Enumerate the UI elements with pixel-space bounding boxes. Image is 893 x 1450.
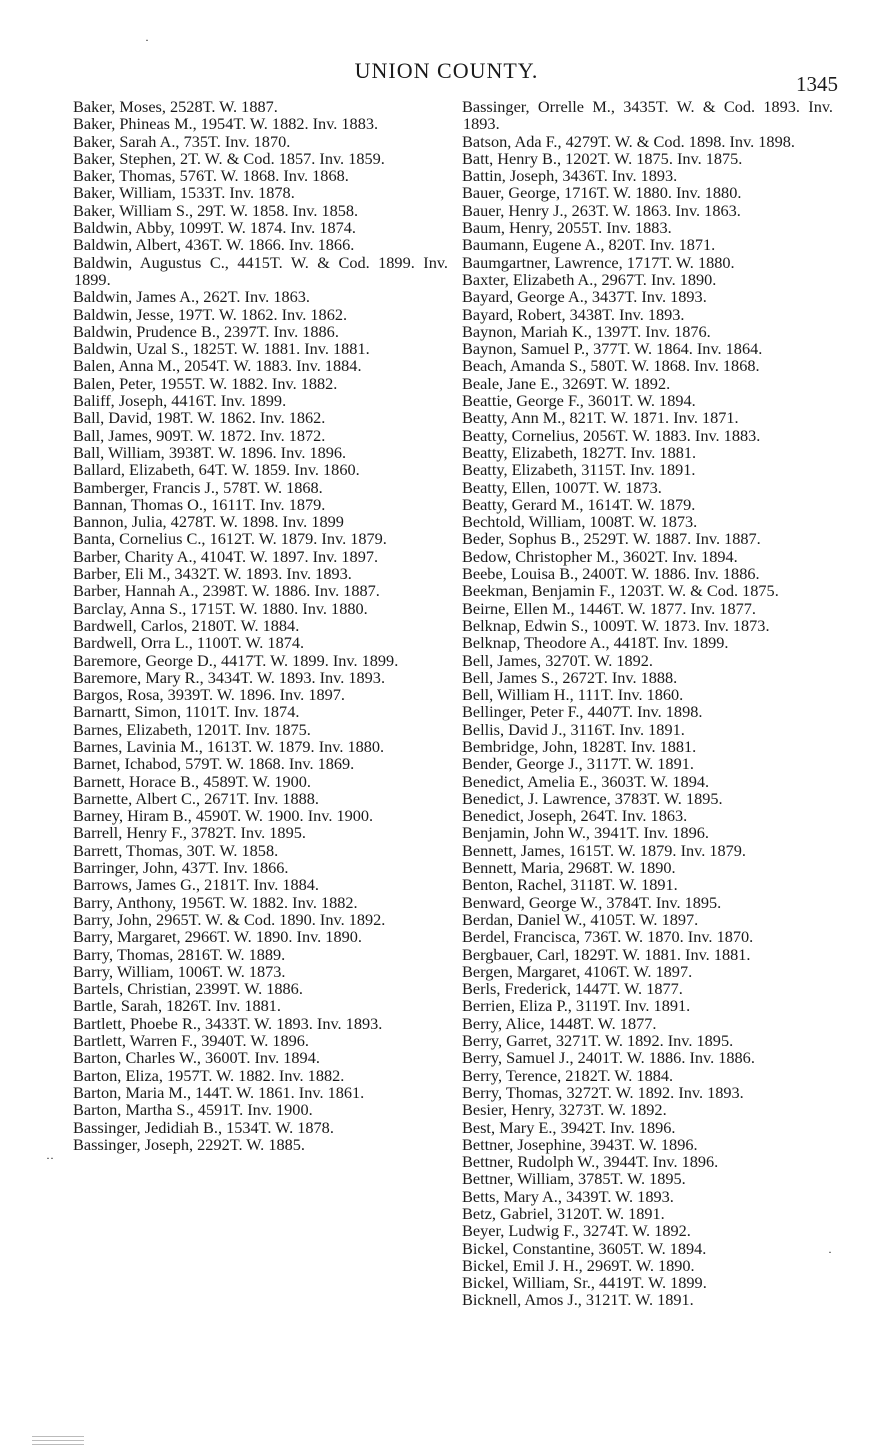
index-entry: Berry, Samuel J., 2401T. W. 1886. Inv. 1886. xyxy=(462,1048,755,1068)
index-entry: Barry, William, 1006T. W. 1873. xyxy=(73,961,286,981)
index-entry: Barnes, Lavinia M., 1613T. W. 1879. Inv. 1880. xyxy=(73,736,385,756)
index-entry: Beekman, Benjamin F., 1203T. W. & Cod. 1875. xyxy=(462,581,779,601)
index-entry: Beatty, Ann M., 821T. W. 1871. Inv. 1871. xyxy=(462,408,739,428)
index-entry: Bechtold, William, 1008T. W. 1873. xyxy=(462,512,698,532)
index-entry: Barry, Anthony, 1956T. W. 1882. Inv. 1882. xyxy=(73,892,358,912)
index-entry: Bellis, David J., 3116T. Inv. 1891. xyxy=(462,719,685,739)
index-entry: Balen, Peter, 1955T. W. 1882. Inv. 1882. xyxy=(73,373,338,393)
index-entry: Beatty, Ellen, 1007T. W. 1873. xyxy=(462,477,662,497)
index-entry: Bauer, Henry J., 263T. W. 1863. Inv. 1863. xyxy=(462,200,741,220)
index-entry: Baxter, Elizabeth A., 2967T. Inv. 1890. xyxy=(462,269,717,289)
index-entry: Bardwell, Orra L., 1100T. W. 1874. xyxy=(73,633,305,653)
left-column xyxy=(74,98,448,1153)
index-entry: Belknap, Edwin S., 1009T. W. 1873. Inv. 1873. xyxy=(462,615,770,635)
index-entry: Beatty, Elizabeth, 3115T. Inv. 1891. xyxy=(462,460,696,480)
index-entry: Bell, James S., 2672T. Inv. 1888. xyxy=(462,667,678,687)
index-entry: Bicknell, Amos J., 3121T. W. 1891. xyxy=(462,1290,694,1310)
index-entry: Beale, Jane E., 3269T. W. 1892. xyxy=(462,373,671,393)
index-entry: Bannon, Julia, 4278T. W. 1898. Inv. 1899 xyxy=(73,512,344,532)
index-entry: Bamberger, Francis J., 578T. W. 1868. xyxy=(73,477,323,497)
speck-mark: ·· xyxy=(46,1151,54,1165)
index-entry: Baker, Stephen, 2T. W. & Cod. 1857. Inv. 1859. xyxy=(73,148,385,168)
index-entry: Barber, Eli M., 3432T. W. 1893. Inv. 1893. xyxy=(73,564,352,584)
index-entry: Batson, Ada F., 4279T. W. & Cod. 1898. Inv. 1898. xyxy=(462,131,795,151)
index-entry: Besier, Henry, 3273T. W. 1892. xyxy=(462,1100,667,1120)
index-entry: Barringer, John, 437T. Inv. 1866. xyxy=(73,858,289,878)
index-entry: Beatty, Gerard M., 1614T. W. 1879. xyxy=(462,494,696,514)
index-entry: Barney, Hiram B., 4590T. W. 1900. Inv. 1900. xyxy=(73,806,374,826)
index-entry: Barry, John, 2965T. W. & Cod. 1890. Inv. 1892. xyxy=(73,909,386,929)
index-entry: Berry, Alice, 1448T. W. 1877. xyxy=(462,1013,657,1033)
index-entry: Ball, William, 3938T. W. 1896. Inv. 1896. xyxy=(73,442,347,462)
index-entry: Barrell, Henry F., 3782T. Inv. 1895. xyxy=(73,823,306,843)
index-entry: Barnett, Horace B., 4589T. W. 1900. xyxy=(73,771,311,791)
index-entry: Baldwin, Jesse, 197T. W. 1862. Inv. 1862. xyxy=(73,304,348,324)
index-entry: Barclay, Anna S., 1715T. W. 1880. Inv. 1880. xyxy=(73,598,368,618)
index-entry: Barton, Eliza, 1957T. W. 1882. Inv. 1882. xyxy=(73,1065,345,1085)
index-entry: Barber, Charity A., 4104T. W. 1897. Inv. 1897. xyxy=(73,546,379,566)
index-entry: Bettner, Rudolph W., 3944T. Inv. 1896. xyxy=(462,1152,719,1172)
index-entry: Berls, Frederick, 1447T. W. 1877. xyxy=(462,979,683,999)
index-entry: Beach, Amanda S., 580T. W. 1868. Inv. 1868. xyxy=(462,356,760,376)
index-entry: Bellinger, Peter F., 4407T. Inv. 1898. xyxy=(462,702,703,722)
index-entry: Ballard, Elizabeth, 64T. W. 1859. Inv. 1860. xyxy=(73,460,360,480)
index-entry: Benedict, Joseph, 264T. Inv. 1863. xyxy=(462,806,688,826)
index-entry: Bauer, George, 1716T. W. 1880. Inv. 1880. xyxy=(462,183,742,203)
index-entry: Batt, Henry B., 1202T. W. 1875. Inv. 1875. xyxy=(462,148,743,168)
index-entry: Balen, Anna M., 2054T. W. 1883. Inv. 1884. xyxy=(73,356,362,376)
index-entry: Bickel, Emil J. H., 2969T. W. 1890. xyxy=(462,1255,695,1275)
index-entry: Barton, Charles W., 3600T. Inv. 1894. xyxy=(73,1048,320,1068)
index-entry: Benton, Rachel, 3118T. W. 1891. xyxy=(462,875,678,895)
index-entry: Bickel, William, Sr., 4419T. W. 1899. xyxy=(462,1273,707,1293)
index-entry: Bartle, Sarah, 1826T. Inv. 1881. xyxy=(73,996,281,1016)
index-entry: Belknap, Theodore A., 4418T. Inv. 1899. xyxy=(462,633,729,653)
index-entry: Benedict, J. Lawrence, 3783T. W. 1895. xyxy=(462,788,723,808)
index-entry: Bartlett, Warren F., 3940T. W. 1896. xyxy=(73,1031,309,1051)
index-entry: Baker, Thomas, 576T. W. 1868. Inv. 1868. xyxy=(73,166,349,186)
index-entry: Baker, William, 1533T. Inv. 1878. xyxy=(73,183,295,203)
index-entry: Barry, Thomas, 2816T. W. 1889. xyxy=(73,944,286,964)
index-entry: Bergbauer, Carl, 1829T. W. 1881. Inv. 1881. xyxy=(462,944,751,964)
index-entry: Baum, Henry, 2055T. Inv. 1883. xyxy=(462,218,672,238)
index-entry: Baumgartner, Lawrence, 1717T. W. 1880. xyxy=(462,252,735,272)
index-entry: Bartlett, Phoebe R., 3433T. W. 1893. Inv. 1893. xyxy=(73,1013,383,1033)
index-entry: Betts, Mary A., 3439T. W. 1893. xyxy=(462,1186,674,1206)
index-entry: Bell, William H., 111T. Inv. 1860. xyxy=(462,685,684,705)
index-entry: Baliff, Joseph, 4416T. Inv. 1899. xyxy=(73,391,287,411)
index-entry: Barrett, Thomas, 30T. W. 1858. xyxy=(73,840,279,860)
index-entry: Ball, David, 198T. W. 1862. Inv. 1862. xyxy=(73,408,326,428)
index-entry: Berry, Terence, 2182T. W. 1884. xyxy=(462,1065,674,1085)
index-entry: Barton, Maria M., 144T. W. 1861. Inv. 1861. xyxy=(73,1082,365,1102)
index-entry: Bell, James, 3270T. W. 1892. xyxy=(462,650,653,670)
index-entry: Bartels, Christian, 2399T. W. 1886. xyxy=(73,979,303,999)
index-entry: Bannan, Thomas O., 1611T. Inv. 1879. xyxy=(73,494,326,514)
index-entry: Bennett, James, 1615T. W. 1879. Inv. 1879. xyxy=(462,840,746,860)
index-entry: Baldwin, Abby, 1099T. W. 1874. Inv. 1874. xyxy=(73,218,356,238)
speck-mark: · xyxy=(828,1245,832,1259)
index-entry: Bedow, Christopher M., 3602T. Inv. 1894. xyxy=(462,546,738,566)
index-entry: Benward, George W., 3784T. Inv. 1895. xyxy=(462,892,722,912)
index-entry: Barber, Hannah A., 2398T. W. 1886. Inv. 1887. xyxy=(73,581,380,601)
index-entry: Baker, William S., 29T. W. 1858. Inv. 1858. xyxy=(73,200,359,220)
index-entry: Baldwin, Albert, 436T. W. 1866. Inv. 1866. xyxy=(73,235,355,255)
index-entry: Barnette, Albert C., 2671T. Inv. 1888. xyxy=(73,788,319,808)
index-entry: Baldwin, James A., 262T. Inv. 1863. xyxy=(73,287,310,307)
page-title: UNION COUNTY. xyxy=(354,58,539,83)
index-entry: Beirne, Ellen M., 1446T. W. 1877. Inv. 1877. xyxy=(462,598,756,618)
index-entry: Barton, Martha S., 4591T. Inv. 1900. xyxy=(73,1100,313,1120)
index-entry: Bassinger, Jedidiah B., 1534T. W. 1878. xyxy=(73,1117,334,1137)
index-entry: Baldwin, Uzal S., 1825T. W. 1881. Inv. 1881. xyxy=(73,339,370,359)
page-number: 1345 xyxy=(796,72,838,96)
index-entry: Best, Mary E., 3942T. Inv. 1896. xyxy=(462,1117,676,1137)
index-entry: Battin, Joseph, 3436T. Inv. 1893. xyxy=(462,166,678,186)
index-entry: Beyer, Ludwig F., 3274T. W. 1892. xyxy=(462,1221,691,1241)
index-entry: Bender, George J., 3117T. W. 1891. xyxy=(462,754,694,774)
index-entry: Barnet, Ichabod, 579T. W. 1868. Inv. 1869. xyxy=(73,754,355,774)
index-entry: Bergen, Margaret, 4106T. W. 1897. xyxy=(462,961,693,981)
index-entry: Beatty, Cornelius, 2056T. W. 1883. Inv. 1883. xyxy=(462,425,761,445)
index-entry: Baremore, Mary R., 3434T. W. 1893. Inv. 1893. xyxy=(73,667,386,687)
index-entry: Berry, Thomas, 3272T. W. 1892. Inv. 1893. xyxy=(462,1082,744,1102)
index-entry: Beattie, George F., 3601T. W. 1894. xyxy=(462,391,696,411)
index-entry: Barnartt, Simon, 1101T. Inv. 1874. xyxy=(73,702,300,722)
index-entry: Baldwin, Augustus C., 4415T. W. & Cod. 1899. Inv. 1899. xyxy=(73,252,448,289)
speck-mark: · xyxy=(145,33,149,47)
index-entry: Baremore, George D., 4417T. W. 1899. Inv. 1899. xyxy=(73,650,399,670)
index-entry: Benjamin, John W., 3941T. Inv. 1896. xyxy=(462,823,709,843)
index-entry: Bayard, George A., 3437T. Inv. 1893. xyxy=(462,287,707,307)
index-entry: Bennett, Maria, 2968T. W. 1890. xyxy=(462,858,676,878)
index-entry: Bickel, Constantine, 3605T. W. 1894. xyxy=(462,1238,707,1258)
index-entry: Berry, Garret, 3271T. W. 1892. Inv. 1895. xyxy=(462,1031,734,1051)
index-entry: Berdel, Francisca, 736T. W. 1870. Inv. 1870. xyxy=(462,927,754,947)
index-entry: Barry, Margaret, 2966T. W. 1890. Inv. 1890. xyxy=(73,927,362,947)
index-entry: Ball, James, 909T. W. 1872. Inv. 1872. xyxy=(73,425,326,445)
index-entry: Baumann, Eugene A., 820T. Inv. 1871. xyxy=(462,235,716,255)
index-entry: Bettner, Josephine, 3943T. W. 1896. xyxy=(462,1134,698,1154)
index-entry: Bembridge, John, 1828T. Inv. 1881. xyxy=(462,736,697,756)
index-entry: Beatty, Elizabeth, 1827T. Inv. 1881. xyxy=(462,442,697,462)
index-entry: Benedict, Amelia E., 3603T. W. 1894. xyxy=(462,771,710,791)
index-entry: Betz, Gabriel, 3120T. W. 1891. xyxy=(462,1204,665,1223)
index-entry: Baker, Sarah A., 735T. Inv. 1870. xyxy=(73,131,291,151)
index-entry: Banta, Cornelius C., 1612T. W. 1879. Inv. 1879. xyxy=(73,529,387,549)
index-entry: Baldwin, Prudence B., 2397T. Inv. 1886. xyxy=(73,321,339,341)
index-entry: Berrien, Eliza P., 3119T. Inv. 1891. xyxy=(462,996,691,1016)
index-entry: Bassinger, Orrelle M., 3435T. W. & Cod. 1893. Inv. 1893. xyxy=(462,97,833,134)
index-entry: Bargos, Rosa, 3939T. W. 1896. Inv. 1897. xyxy=(73,685,345,705)
index-entry: Baker, Moses, 2528T. W. 1887. xyxy=(73,97,278,116)
index-entry: Bassinger, Joseph, 2292T. W. 1885. xyxy=(73,1134,305,1154)
index-entry: Bettner, William, 3785T. W. 1895. xyxy=(462,1169,686,1189)
index-entry: Beebe, Louisa B., 2400T. W. 1886. Inv. 1886. xyxy=(462,564,760,584)
index-entry: Beder, Sophus B., 2529T. W. 1887. Inv. 1887. xyxy=(462,529,761,549)
index-entry: Barnes, Elizabeth, 1201T. Inv. 1875. xyxy=(73,719,311,739)
index-entry: Bardwell, Carlos, 2180T. W. 1884. xyxy=(73,615,300,635)
index-entry: Bayard, Robert, 3438T. Inv. 1893. xyxy=(462,304,685,324)
index-entry: Baynon, Mariah K., 1397T. Inv. 1876. xyxy=(462,321,711,341)
right-column xyxy=(463,98,833,1309)
index-entry: Baynon, Samuel P., 377T. W. 1864. Inv. 1864. xyxy=(462,339,763,359)
index-entry: Barrows, James G., 2181T. Inv. 1884. xyxy=(73,875,319,895)
footer-marks xyxy=(32,1436,84,1446)
index-entry: Berdan, Daniel W., 4105T. W. 1897. xyxy=(462,909,699,929)
index-entry: Baker, Phineas M., 1954T. W. 1882. Inv. 1883. xyxy=(73,114,379,134)
